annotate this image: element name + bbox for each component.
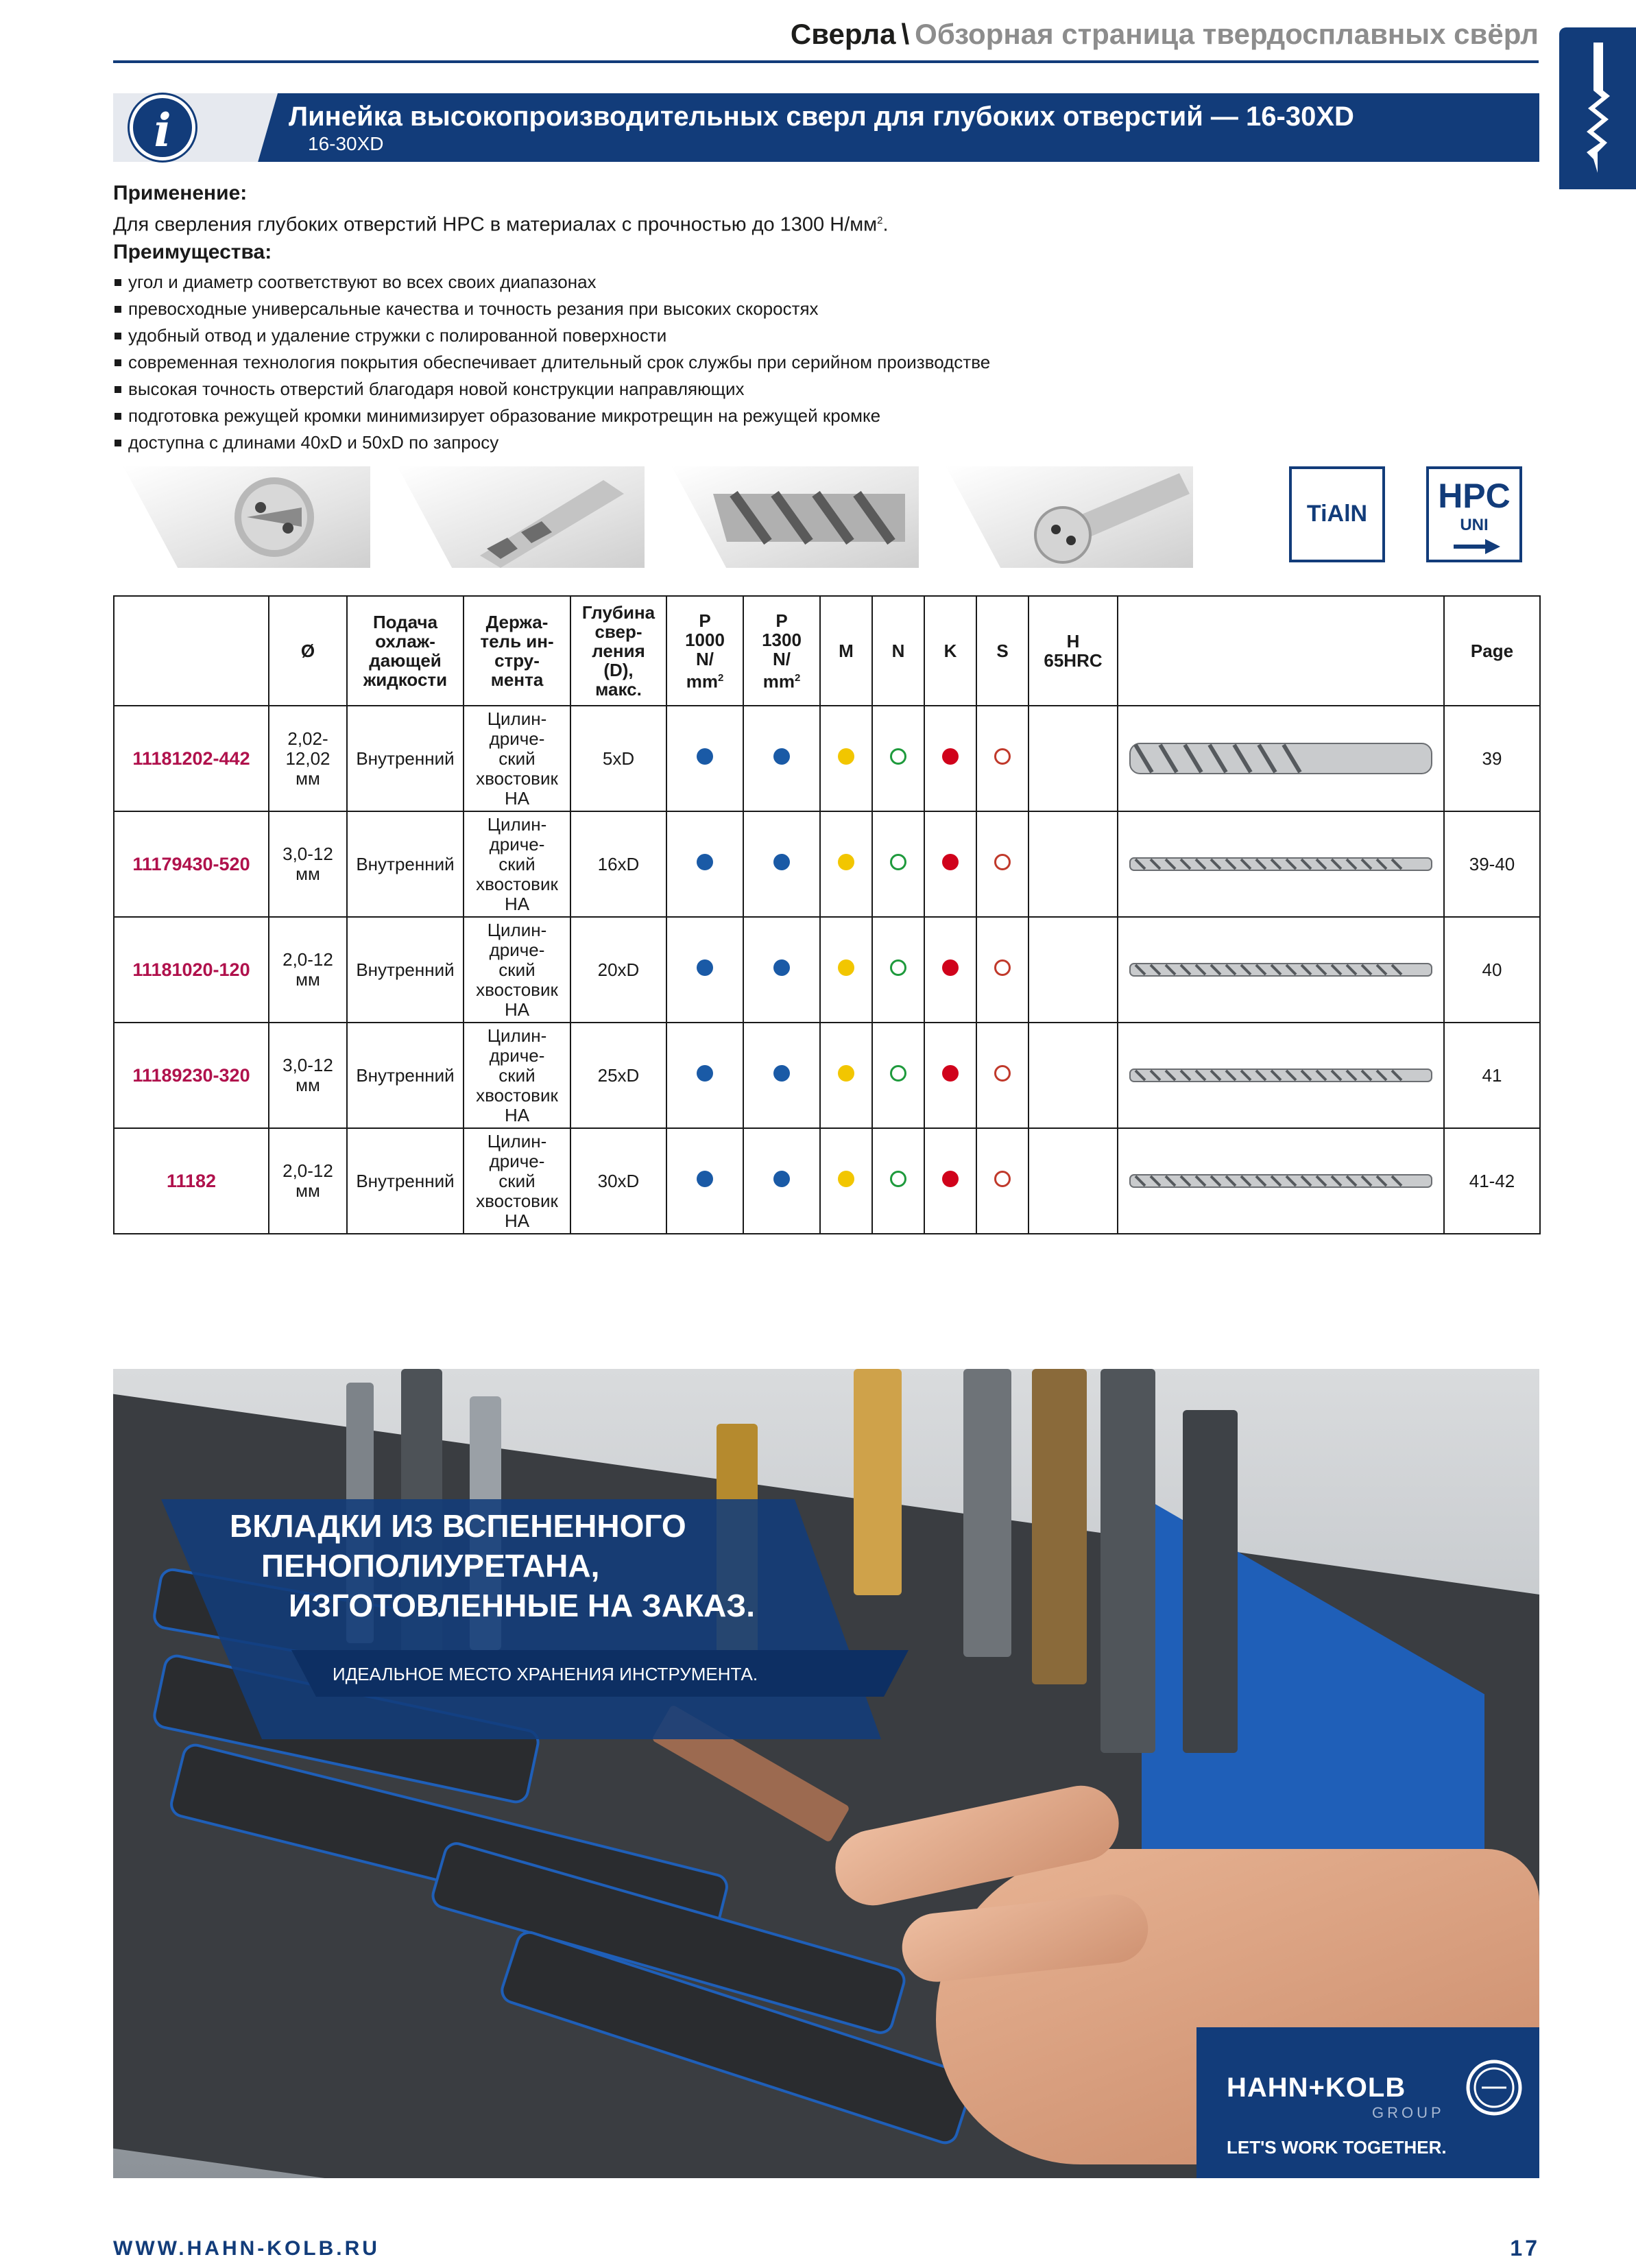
material-p1300-cell — [743, 706, 820, 811]
drill-image — [1123, 1055, 1439, 1096]
suitability-dot — [942, 1171, 959, 1187]
holder-cell: Цилин- дриче- ский хвостовик HA — [464, 706, 570, 811]
depth-cell: 25xD — [570, 1023, 666, 1128]
suitability-dot — [942, 1065, 959, 1082]
suitability-dot — [773, 748, 790, 765]
material-p1000-cell — [666, 1128, 743, 1234]
table-row — [114, 706, 1540, 811]
suitability-dot — [697, 748, 713, 765]
material-p1000-cell — [666, 917, 743, 1023]
advantage-item: высокая точность отверстий благодаря новой конструкции направляющих — [113, 376, 1539, 403]
material-n-cell — [872, 917, 924, 1023]
tool-shank — [1100, 1369, 1155, 1753]
material-m-cell — [820, 917, 872, 1023]
drill-head-image[interactable] — [398, 466, 645, 568]
title-separator: \ — [901, 18, 910, 50]
suitability-dot — [838, 1171, 854, 1187]
suitability-dot — [838, 748, 854, 765]
drill-image-cell — [1118, 706, 1444, 811]
hardness-cell — [1028, 706, 1118, 811]
application-text: Для сверления глубоких отверстий HPC в материалах с прочностью до 1300 $Н/мм^2$. — [113, 213, 889, 236]
banner-title: Линейка высокопроизводительных сверл для глубоких отверстий — 16-30XD — [289, 102, 1354, 132]
material-m-cell — [820, 706, 872, 811]
drill-image — [1123, 844, 1439, 885]
diameter-cell: 2,0-12 мм — [269, 917, 347, 1023]
suitability-dot — [697, 959, 713, 976]
hardness-cell — [1028, 811, 1118, 917]
col-n: N — [872, 596, 924, 706]
col-code — [114, 596, 269, 706]
col-p1000: P 1000 N/ $mm^2$ — [666, 596, 743, 706]
material-k-cell — [924, 1128, 976, 1234]
suitability-ring — [994, 1171, 1011, 1187]
suitability-dot — [942, 959, 959, 976]
suitability-dot — [697, 1171, 713, 1187]
footer-url[interactable]: WWW.HAHN-KOLB.RU — [113, 2237, 380, 2260]
hardness-cell — [1028, 917, 1118, 1023]
coolant-cell: Внутренний — [347, 811, 464, 917]
depth-cell: 16xD — [570, 811, 666, 917]
material-s-cell — [976, 706, 1028, 811]
chapter-tab[interactable] — [1559, 27, 1636, 189]
page-title — [791, 18, 1539, 51]
suitability-ring — [890, 854, 906, 870]
diameter-cell: 2,02- 12,02 мм — [269, 706, 347, 811]
coating-badge: TiAlN — [1289, 466, 1385, 562]
advantages-list — [113, 269, 1539, 456]
material-k-cell — [924, 706, 976, 811]
drill-image — [1123, 1160, 1439, 1202]
drill-coolant-image[interactable] — [946, 466, 1193, 568]
coolant-cell: Внутренний — [347, 1128, 464, 1234]
brand-group: GROUP — [1372, 2104, 1445, 2121]
table-row — [114, 1128, 1540, 1234]
table-header-row — [114, 596, 1540, 706]
drill-image-cell — [1118, 1128, 1444, 1234]
page-ref-cell[interactable]: 39-40 — [1444, 811, 1540, 917]
drill-image — [1123, 949, 1439, 990]
suitability-dot — [697, 854, 713, 870]
tool-shank — [963, 1369, 1011, 1657]
material-k-cell — [924, 917, 976, 1023]
material-p1300-cell — [743, 811, 820, 917]
page-ref-cell[interactable]: 41-42 — [1444, 1128, 1540, 1234]
col-s: S — [976, 596, 1028, 706]
suitability-dot — [773, 1065, 790, 1082]
suitability-dot — [942, 748, 959, 765]
diameter-cell: 3,0-12 мм — [269, 811, 347, 917]
col-h: H 65HRC — [1028, 596, 1118, 706]
suitability-ring — [890, 748, 906, 765]
material-m-cell — [820, 1128, 872, 1234]
advantage-item: подготовка режущей кромки минимизирует образование микротрещин на режущей кромке — [113, 403, 1539, 429]
header-rule — [113, 60, 1539, 63]
material-n-cell — [872, 706, 924, 811]
col-image — [1118, 596, 1444, 706]
col-diameter: Ø — [269, 596, 347, 706]
article-code-link[interactable]: 11182 — [114, 1128, 269, 1234]
material-p1000-cell — [666, 811, 743, 917]
material-k-cell — [924, 811, 976, 917]
suitability-dot — [773, 854, 790, 870]
suitability-ring — [994, 1065, 1011, 1082]
material-s-cell — [976, 1128, 1028, 1234]
depth-cell: 30xD — [570, 1128, 666, 1234]
advantage-item: превосходные универсальные качества и точность резания при высоких скоростях — [113, 296, 1539, 322]
material-n-cell — [872, 811, 924, 917]
suitability-ring — [890, 1065, 906, 1082]
depth-cell: 5xD — [570, 706, 666, 811]
suitability-dot — [942, 854, 959, 870]
brand-block[interactable] — [1196, 2027, 1539, 2178]
material-m-cell — [820, 811, 872, 917]
material-p1300-cell — [743, 917, 820, 1023]
table-row — [114, 917, 1540, 1023]
coolant-cell: Внутренний — [347, 917, 464, 1023]
material-p1000-cell — [666, 706, 743, 811]
holder-cell: Цилин- дриче- ский хвостовик HA — [464, 1023, 570, 1128]
product-table — [113, 595, 1541, 1234]
material-s-cell — [976, 1023, 1028, 1128]
advantage-item: угол и диаметр соответствуют во всех своих диапазонах — [113, 269, 1539, 296]
material-s-cell — [976, 917, 1028, 1023]
coolant-cell: Внутренний — [347, 706, 464, 811]
holder-cell: Цилин- дриче- ский хвостовик HA — [464, 811, 570, 917]
material-m-cell — [820, 1023, 872, 1128]
material-k-cell — [924, 1023, 976, 1128]
col-p1300: P 1300 N/ $mm^2$ — [743, 596, 820, 706]
col-m: M — [820, 596, 872, 706]
arrow-right-icon — [1454, 538, 1502, 556]
promo-tagline: ИДЕАЛЬНОЕ МЕСТО ХРАНЕНИЯ ИНСТРУМЕНТА. — [333, 1664, 758, 1684]
page-number: 17 — [1510, 2236, 1540, 2260]
col-k: K — [924, 596, 976, 706]
drill-image-cell — [1118, 917, 1444, 1023]
page-ref-cell[interactable]: 41 — [1444, 1023, 1540, 1128]
depth-cell: 20xD — [570, 917, 666, 1023]
product-description — [113, 180, 1539, 456]
col-depth: Глубина свер- ления (D), макс. — [570, 596, 666, 706]
page-ref-cell[interactable]: 40 — [1444, 917, 1540, 1023]
diameter-cell: 3,0-12 мм — [269, 1023, 347, 1128]
tool-shank — [1183, 1410, 1238, 1753]
section-title: Сверла — [790, 18, 896, 50]
article-code-link[interactable]: 11189230-320 — [114, 1023, 269, 1128]
material-p1000-cell — [666, 1023, 743, 1128]
suitability-dot — [838, 854, 854, 870]
diameter-cell: 2,0-12 мм — [269, 1128, 347, 1234]
drill-tip-image[interactable] — [123, 466, 370, 568]
material-p1300-cell — [743, 1128, 820, 1234]
material-p1300-cell — [743, 1023, 820, 1128]
hardness-cell — [1028, 1128, 1118, 1234]
brand-logo-icon — [1465, 2059, 1523, 2116]
page-header — [0, 14, 1636, 62]
info-icon: i — [130, 95, 195, 160]
suitability-dot — [838, 1065, 854, 1082]
hardness-cell — [1028, 1023, 1118, 1128]
advantage-item: удобный отвод и удаление стружки с полированной поверхности — [113, 322, 1539, 349]
promo-headline: ВКЛАДКИ ИЗ ВСПЕНЕННОГО ПЕНОПОЛИУРЕТАНА, ИЗГОТОВЛЕННЫЕ НА ЗАКАЗ. — [230, 1508, 755, 1623]
suitability-dot — [773, 1171, 790, 1187]
brand-slogan: LET'S WORK TOGETHER. — [1227, 2137, 1447, 2158]
article-code-link[interactable]: 11181020-120 — [114, 917, 269, 1023]
brand-name: HAHN+KOLB — [1227, 2073, 1406, 2103]
advantages-heading: Преимущества: — [113, 240, 272, 263]
holder-cell: Цилин- дриче- ский хвостовик HA — [464, 917, 570, 1023]
suitability-dot — [773, 959, 790, 976]
suitability-dot — [838, 959, 854, 976]
col-page: Page — [1444, 596, 1540, 706]
product-images — [123, 466, 1220, 569]
suitability-ring — [994, 854, 1011, 870]
drill-flute-image[interactable] — [672, 466, 919, 568]
tool-shank — [1032, 1369, 1087, 1684]
suitability-ring — [890, 1171, 906, 1187]
banner-subtitle: 16-30XD — [308, 133, 384, 154]
drill-image-cell — [1118, 1023, 1444, 1128]
subsection-title: Обзорная страница твердосплавных свёрл — [915, 18, 1539, 50]
coolant-cell: Внутренний — [347, 1023, 464, 1128]
application-heading: Применение: — [113, 182, 248, 204]
col-coolant: Подача охлаж- дающей жидкости — [347, 596, 464, 706]
holder-cell: Цилин- дриче- ский хвостовик HA — [464, 1128, 570, 1234]
drill-image-cell — [1118, 811, 1444, 917]
hpc-badge: HPC UNI — [1426, 466, 1522, 562]
suitability-dot — [697, 1065, 713, 1082]
material-s-cell — [976, 811, 1028, 917]
table-row — [114, 1023, 1540, 1128]
tool-shank — [854, 1369, 902, 1595]
promo-banner[interactable] — [113, 1369, 1539, 2178]
advantage-item: доступна с длинами 40xD и 50xD по запросу — [113, 429, 1539, 456]
section-banner — [113, 93, 1539, 162]
article-code-link[interactable]: 11181202-442 — [114, 706, 269, 811]
article-code-link[interactable]: 11179430-520 — [114, 811, 269, 917]
suitability-ring — [890, 959, 906, 976]
advantage-item: современная технология покрытия обеспечивает длительный срок службы при серийном производстве — [113, 349, 1539, 376]
material-n-cell — [872, 1023, 924, 1128]
page-ref-cell[interactable]: 39 — [1444, 706, 1540, 811]
col-holder: Держа- тель ин- стру- мента — [464, 596, 570, 706]
table-row — [114, 811, 1540, 917]
suitability-ring — [994, 748, 1011, 765]
suitability-ring — [994, 959, 1011, 976]
drill-image — [1123, 738, 1439, 779]
material-n-cell — [872, 1128, 924, 1234]
drill-icon — [1574, 43, 1621, 173]
